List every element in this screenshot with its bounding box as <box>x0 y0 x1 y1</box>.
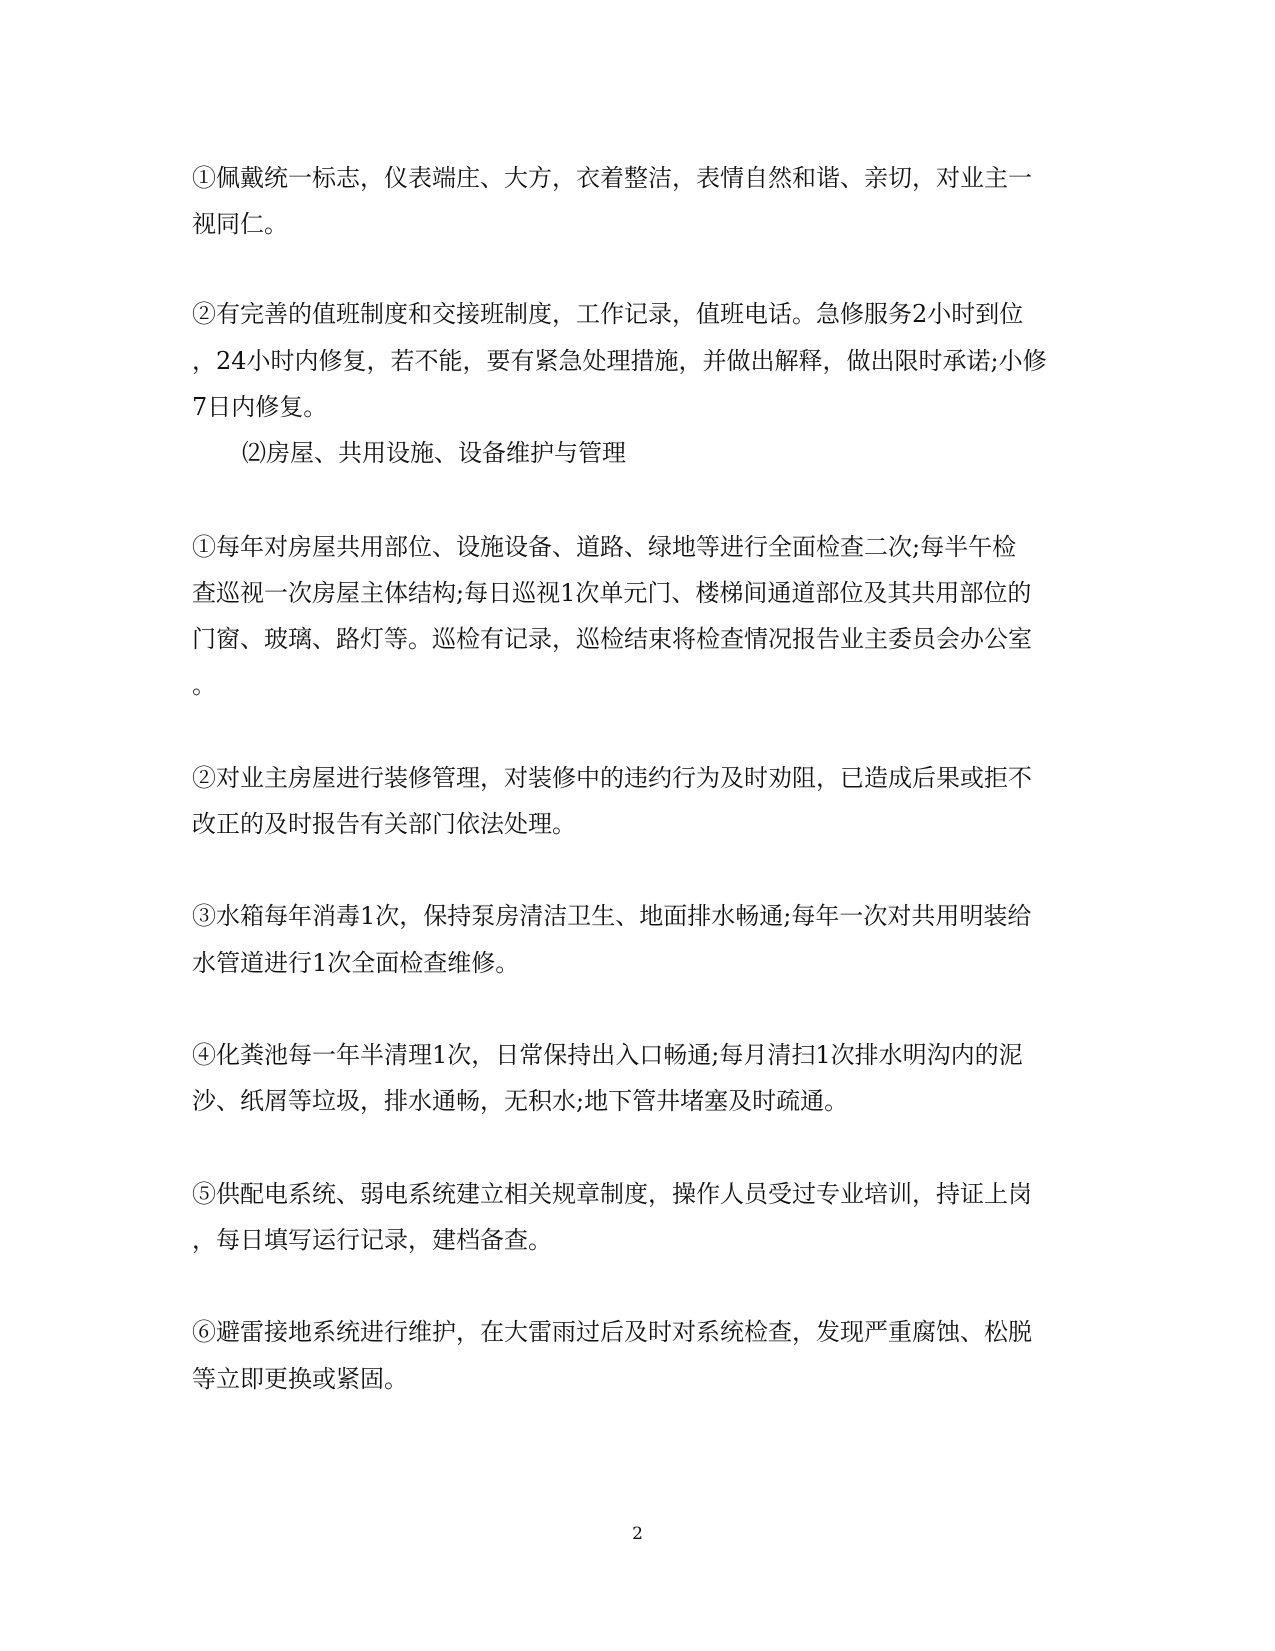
text-line: ④化粪池每一年半清理1次，日常保持出入口畅通;每月清扫1次排水明沟内的泥 <box>192 1041 1023 1069</box>
text-line: ⑤供配电系统、弱电系统建立相关规章制度，操作人员受过专业培训，持证上岗 <box>192 1180 1032 1208</box>
text-line: ①每年对房屋共用部位、设施设备、道路、绿地等进行全面检查二次;每半午检 <box>192 533 1017 561</box>
text-line: ，24小时内修复，若不能，要有紧急处理措施，并做出解释，做出限时承诺;小修 <box>192 347 1047 375</box>
text-line: ，每日填写运行记录，建档备查。 <box>192 1226 552 1254</box>
text-line: 7日内修复。 <box>192 393 328 421</box>
text-line: ③水箱每年消毒1次，保持泵房清洁卫生、地面排水畅通;每年一次对共用明装给 <box>192 902 1032 930</box>
text-line: ②有完善的值班制度和交接班制度，工作记录，值班电话。急修服务2小时到位 <box>192 300 1024 328</box>
text-line: ②对业主房屋进行装修管理，对装修中的违约行为及时劝阻，已造成后果或拒不 <box>192 764 1032 792</box>
text-line: 门窗、玻璃、路灯等。巡检有记录，巡检结束将检查情况报告业主委员会办公室 <box>192 625 1032 653</box>
text-line: ⑥避雷接地系统进行维护，在大雷雨过后及时对系统检查，发现严重腐蚀、松脱 <box>192 1318 1032 1346</box>
text-line: 水管道进行1次全面检查维修。 <box>192 949 520 977</box>
text-line: 查巡视一次房屋主体结构;每日巡视1次单元门、楼梯间通道部位及其共用部位的 <box>192 579 1032 607</box>
section-heading: ⑵房屋、共用设施、设备维护与管理 <box>242 439 626 467</box>
text-line: 改正的及时报告有关部门依法处理。 <box>192 810 576 838</box>
page-number: 2 <box>632 1524 643 1544</box>
text-line: 。 <box>192 671 216 699</box>
text-line: ①佩戴统一标志，仪表端庄、大方，衣着整洁，表情自然和谐、亲切，对业主一 <box>192 164 1032 192</box>
text-line: 沙、纸屑等垃圾，排水通畅，无积水;地下管井堵塞及时疏通。 <box>192 1087 849 1115</box>
text-line: 等立即更换或紧固。 <box>192 1365 408 1393</box>
text-line: 视同仁。 <box>192 210 288 238</box>
